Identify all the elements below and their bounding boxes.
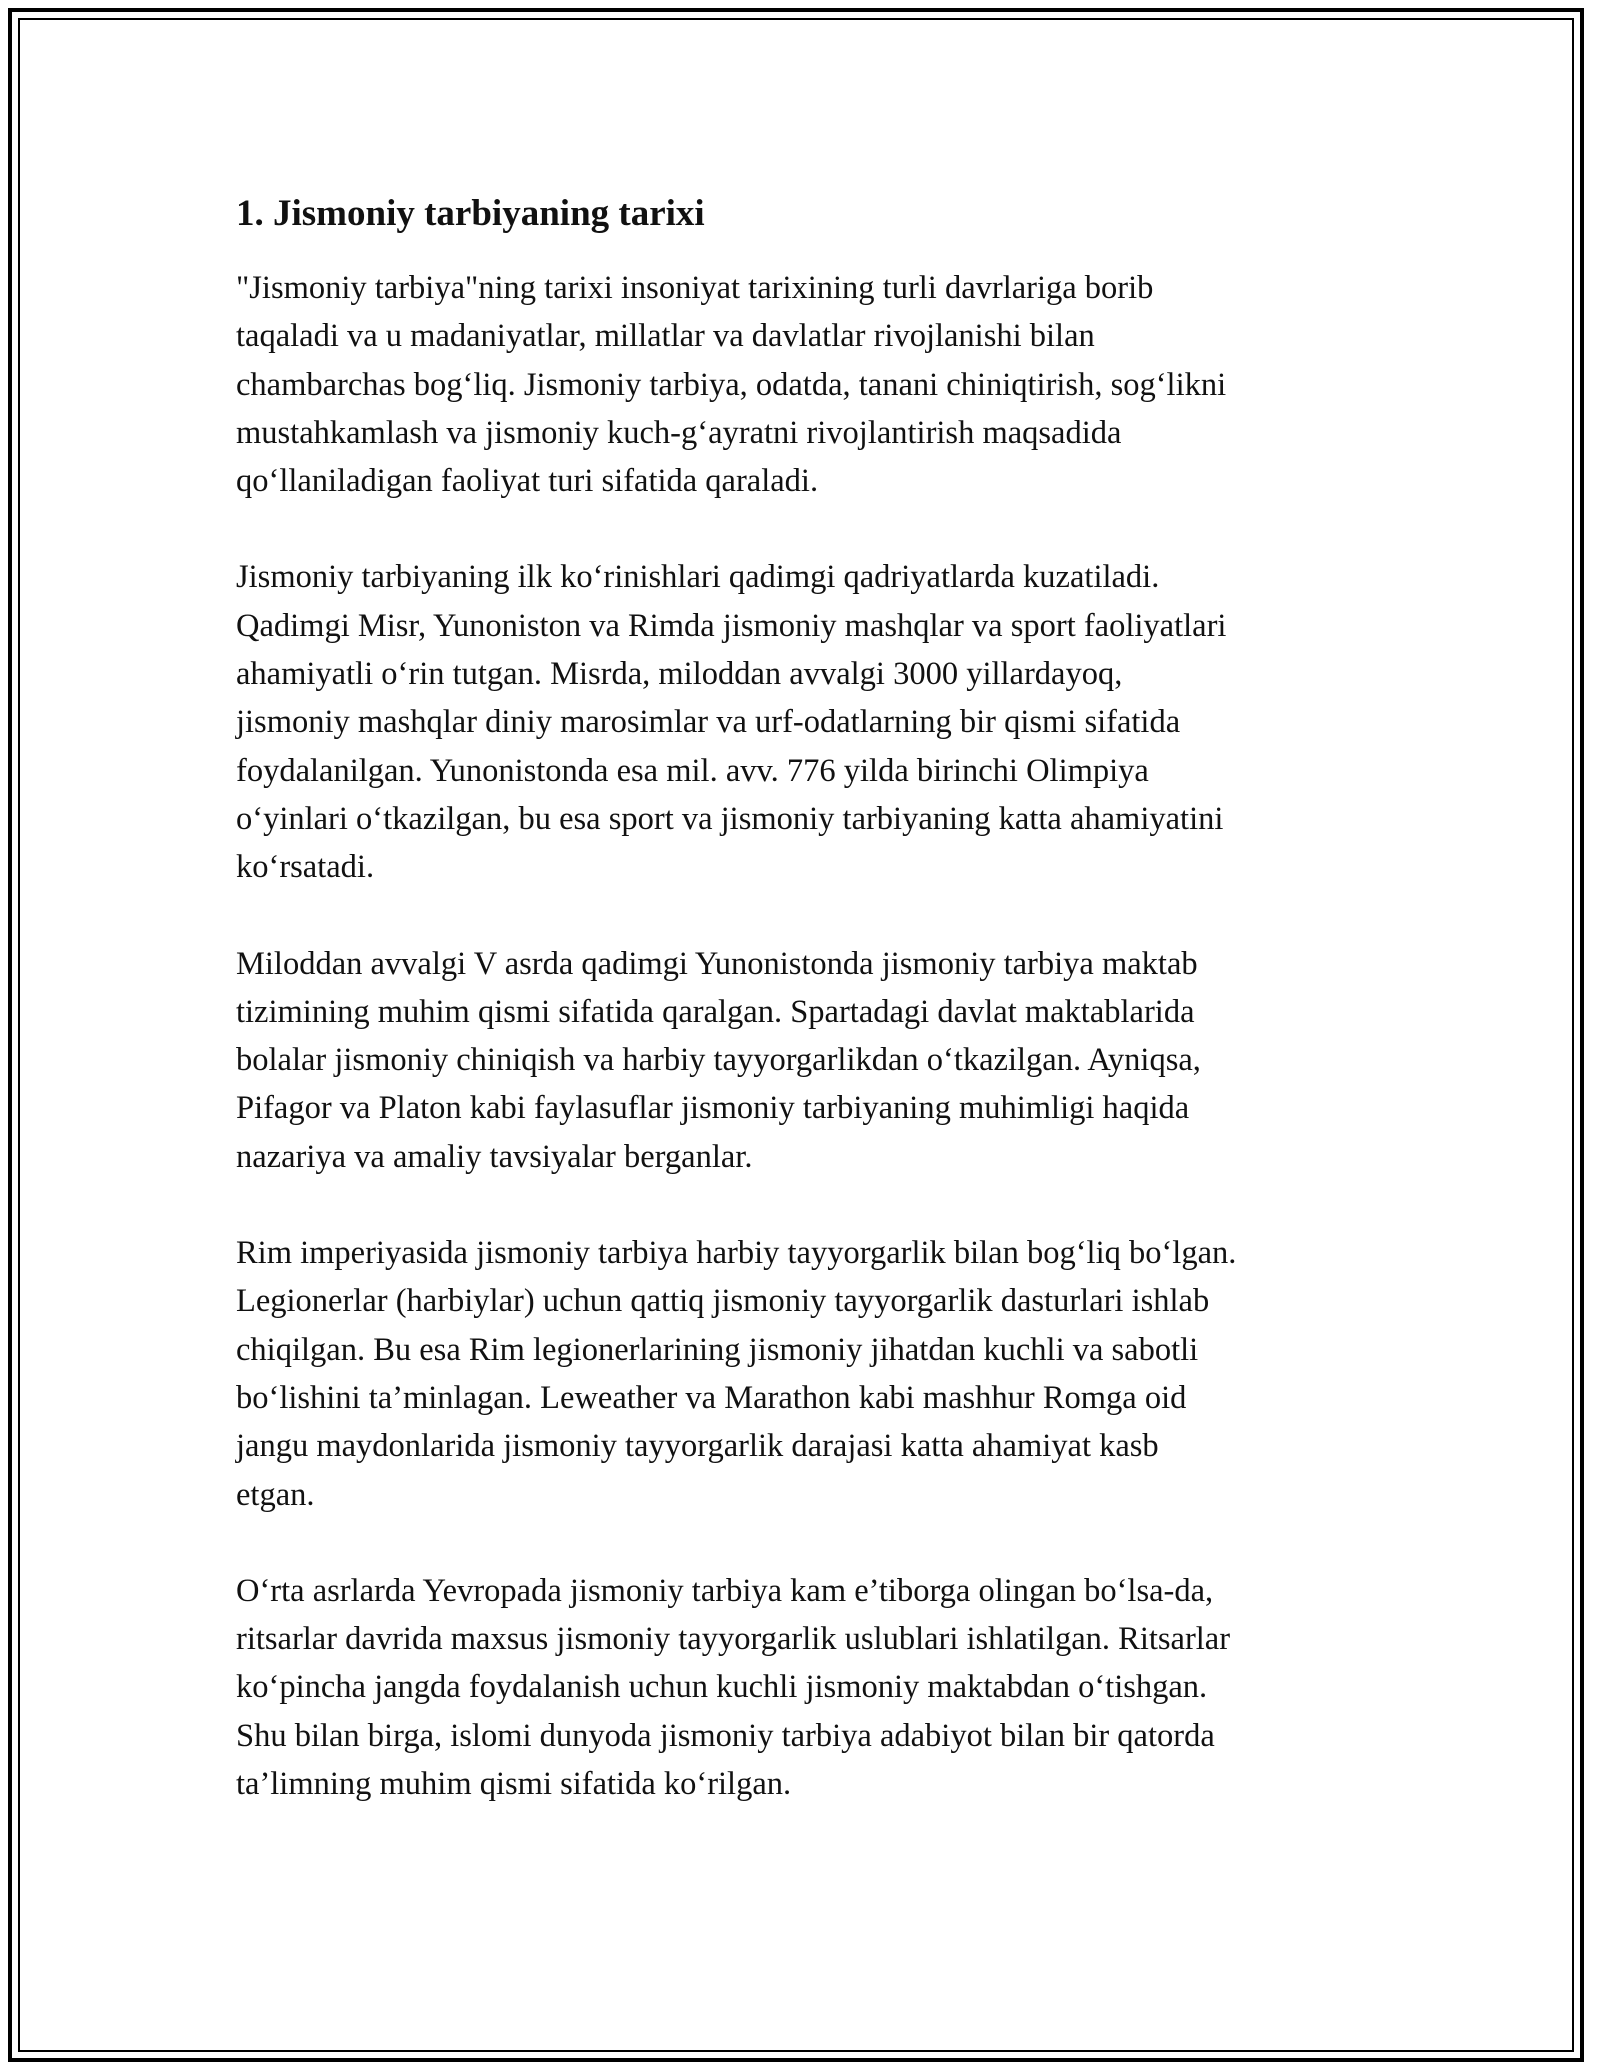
paragraph-line: qo‘llaniladigan faoliyat turi sifatida qaraladi. xyxy=(236,463,819,500)
paragraph-line: foydalanilgan. Yunonistonda esa mil. avv. 776 yilda birinchi Olimpiya xyxy=(236,752,1149,789)
paragraph-line: Jismoniy tarbiyaning ilk ko‘rinishlari qadimgi qadriyatlarda kuzatiladi. xyxy=(236,559,1160,596)
paragraph-2 xyxy=(236,553,1376,891)
paragraph-line: o‘yinlari o‘tkazilgan, bu esa sport va jismoniy tarbiyaning katta ahamiyatini xyxy=(236,800,1224,837)
paragraph-line: chambarchas bog‘liq. Jismoniy tarbiya, odatda, tanani chiniqtirish, sog‘likni xyxy=(236,366,1227,403)
paragraph-line: tizimining muhim qismi sifatida qaralgan. Spartadagi davlat maktablarida xyxy=(236,993,1195,1030)
paragraph-line: mustahkamlash va jismoniy kuch-g‘ayratni rivojlantirish maqsadida xyxy=(236,414,1122,451)
paragraph-line: bo‘lishini ta’minlagan. Leweather va Marathon kabi mashhur Romga oid xyxy=(236,1379,1187,1416)
paragraph-line: Rim imperiyasida jismoniy tarbiya harbiy tayyorgarlik bilan bog‘liq bo‘lgan. xyxy=(236,1235,1237,1272)
paragraph-line: ko‘rsatadi. xyxy=(236,849,375,886)
paragraph-line: taqaladi va u madaniyatlar, millatlar va davlatlar rivojlanishi bilan xyxy=(236,318,1095,355)
paragraph-line: nazariya va amaliy tavsiyalar berganlar. xyxy=(236,1138,753,1175)
document-content xyxy=(236,180,1376,1856)
section-heading: 1. Jismoniy tarbiyaning tarixi xyxy=(236,193,705,234)
paragraph-line: bolalar jismoniy chiniqish va harbiy tayyorgarlikdan o‘tkazilgan. Ayniqsa, xyxy=(236,1042,1201,1079)
paragraph-line: jismoniy mashqlar diniy marosimlar va urf-odatlarning bir qismi sifatida xyxy=(236,704,1181,741)
paragraph-line: Miloddan avvalgi V asrda qadimgi Yunonistonda jismoniy tarbiya maktab xyxy=(236,945,1198,982)
paragraph-line: chiqilgan. Bu esa Rim legionerlarining jismoniy jihatdan kuchli va sabotli xyxy=(236,1331,1199,1368)
paragraph-4 xyxy=(236,1229,1376,1519)
paragraph-line: "Jismoniy tarbiya"ning tarixi insoniyat tarixining turli davrlariga borib xyxy=(236,270,1154,306)
paragraph-line: ritsarlar davrida maxsus jismoniy tayyorgarlik uslublari ishlatilgan. Ritsarlar xyxy=(236,1621,1231,1658)
paragraph-3 xyxy=(236,940,1376,1181)
paragraph-line: ahamiyatli o‘rin tutgan. Misrda, miloddan avvalgi 3000 yillardayoq, xyxy=(236,656,1123,693)
paragraph-line: Shu bilan birga, islomi dunyoda jismoniy tarbiya adabiyot bilan bir qatorda xyxy=(236,1717,1215,1754)
paragraph-line: etgan. xyxy=(236,1476,315,1513)
paragraph-line: ta’limning muhim qismi sifatida ko‘rilgan. xyxy=(236,1766,792,1803)
paragraph-line: ko‘pincha jangda foydalanish uchun kuchli jismoniy maktabdan o‘tishgan. xyxy=(236,1669,1208,1706)
paragraph-line: Pifagor va Platon kabi faylasuflar jismoniy tarbiyaning muhimligi haqida xyxy=(236,1090,1190,1127)
paragraph-line: Qadimgi Misr, Yunoniston va Rimda jismoniy mashqlar va sport faoliyatlari xyxy=(236,607,1227,644)
paragraph-line: jangu maydonlarida jismoniy tayyorgarlik darajasi katta ahamiyat kasb xyxy=(236,1428,1159,1465)
paragraph-1 xyxy=(236,264,1376,505)
paragraph-line: Legionerlar (harbiylar) uchun qattiq jismoniy tayyorgarlik dasturlari ishlab xyxy=(236,1283,1210,1320)
paragraph-5 xyxy=(236,1567,1376,1808)
paragraph-line: O‘rta asrlarda Yevropada jismoniy tarbiya kam e’tiborga olingan bo‘lsa-da, xyxy=(236,1572,1214,1609)
